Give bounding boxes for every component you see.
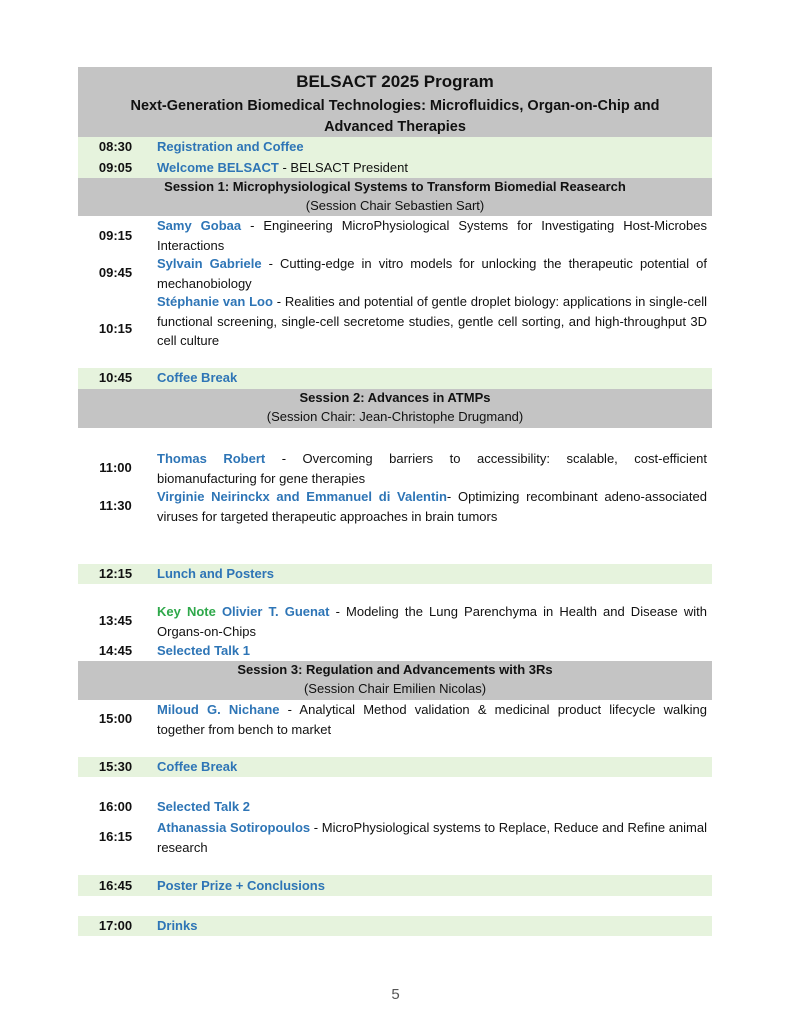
entry-gabriele: Sylvain Gabriele - Cutting-edge in vitro models for unlocking the therapeutic potential of mechanobiology xyxy=(157,256,707,291)
program-title: BELSACT 2025 Program xyxy=(296,72,494,91)
entry-keynote: Key Note Olivier T. Guenat - Modeling the Lung Parenchyma in Health and Disease with Organs-on-Chips xyxy=(157,604,707,639)
time-0915: 09:15 xyxy=(98,228,133,243)
time-0905: 09:05 xyxy=(98,160,133,175)
entry-registration: Registration and Coffee xyxy=(157,139,304,154)
session-1-title: Session 1: Microphysiological Systems to Transform Biomedial Reasearch xyxy=(164,179,626,194)
time-1700: 17:00 xyxy=(98,918,133,933)
entry-coffee-2: Coffee Break xyxy=(157,759,238,774)
entry-selected-talk-2: Selected Talk 2 xyxy=(157,799,250,814)
entry-selected-talk-1: Selected Talk 1 xyxy=(157,643,250,658)
session-3-chair: (Session Chair Emilien Nicolas) xyxy=(303,681,487,696)
entry-sotiropoulos: Athanassia Sotiropoulos - MicroPhysiological systems to Replace, Reduce and Refine animal research xyxy=(157,820,707,855)
entry-robert: Thomas Robert - Overcoming barriers to accessibility: scalable, cost-efficient biomanufacturing for gene therapies xyxy=(157,451,708,486)
entry-welcome: Welcome BELSACT - BELSACT President xyxy=(157,160,408,175)
time-1215: 12:15 xyxy=(98,566,133,581)
entry-coffee-1: Coffee Break xyxy=(157,370,238,385)
entry-neirinckx: Virginie Neirinckx and Emmanuel di Valentin- Optimizing recombinant adeno-associated viruses for targeted therapeutic approaches in brain tumors xyxy=(157,489,707,524)
entry-poster-prize: Poster Prize + Conclusions xyxy=(157,878,325,893)
session-2-chair: (Session Chair: Jean-Christophe Drugmand) xyxy=(266,409,524,424)
entry-lunch: Lunch and Posters xyxy=(157,566,275,581)
time-0830: 08:30 xyxy=(98,139,133,154)
entry-vanloo: Stéphanie van Loo - Realities and potential of gentle droplet biology: applications in single-cell functional screening, single-cell secretome studies, gentle cell sorting, and high-throughput 3D cell culture xyxy=(157,294,707,348)
session-1-chair: (Session Chair Sebastien Sart) xyxy=(305,198,485,213)
session-3-title: Session 3: Regulation and Advancements with 3Rs xyxy=(237,662,553,677)
time-1045: 10:45 xyxy=(98,370,133,385)
time-1100: 11:00 xyxy=(99,460,132,475)
entry-nichane: Miloud G. Nichane - Analytical Method validation & medicinal product lifecycle walking together from bench to market xyxy=(157,702,707,737)
time-0945: 09:45 xyxy=(98,265,133,280)
program-subtitle-line1: Next-Generation Biomedical Technologies: Microfluidics, Organ-on-Chip and xyxy=(130,98,660,114)
program-subtitle-line2: Advanced Therapies xyxy=(324,119,466,135)
time-1445: 14:45 xyxy=(98,643,133,658)
time-1130: 11:30 xyxy=(99,498,132,513)
program-subtitle xyxy=(78,96,712,138)
time-1015: 10:15 xyxy=(98,321,133,336)
time-1500: 15:00 xyxy=(98,711,133,726)
time-1600: 16:00 xyxy=(98,799,133,814)
time-1615: 16:15 xyxy=(98,829,133,844)
session-2-title: Session 2: Advances in ATMPs xyxy=(299,390,491,405)
entry-drinks: Drinks xyxy=(157,918,198,933)
time-1530: 15:30 xyxy=(98,759,133,774)
page-number: 5 xyxy=(391,986,400,1003)
entry-gobaa: Samy Gobaa - Engineering MicroPhysiological Systems for Investigating Host-Microbes Interactions xyxy=(157,218,707,253)
time-1345: 13:45 xyxy=(98,613,133,628)
time-1645: 16:45 xyxy=(98,878,133,893)
